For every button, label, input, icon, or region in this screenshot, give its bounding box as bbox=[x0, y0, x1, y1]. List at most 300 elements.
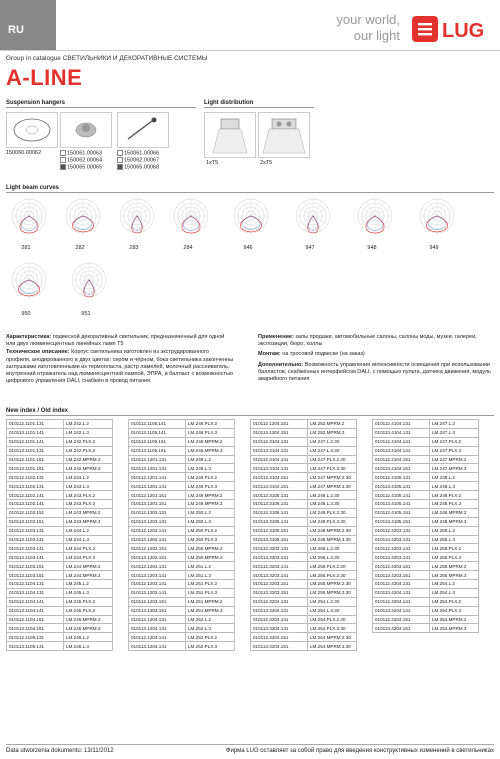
table-row bbox=[7, 624, 113, 633]
index-table-1 bbox=[6, 419, 113, 651]
old-index-cell: LM.254.PLX.3 bbox=[430, 606, 479, 615]
old-index-cell: LM.242.PLX.3 bbox=[64, 446, 113, 455]
new-index-cell: 010113.3105.151 bbox=[251, 535, 308, 544]
table-row bbox=[373, 606, 479, 615]
old-index-cell: LM.251.L.2 bbox=[186, 562, 235, 571]
beam-curve-label: 951 bbox=[81, 311, 91, 317]
old-index-cell: LM.244.MPRM.2 bbox=[64, 562, 113, 571]
old-index-cell: LM.242.MPRM.3 bbox=[64, 464, 113, 473]
technical-label: Техническое описание: bbox=[6, 349, 70, 356]
new-index-cell: 010113.4104.151 bbox=[373, 464, 430, 473]
new-index-cell: 010112.4204.131 bbox=[373, 580, 430, 589]
new-index-cell: 010113.3203.131 bbox=[251, 553, 308, 562]
table-row bbox=[251, 517, 357, 526]
table-row bbox=[129, 464, 235, 473]
table-row bbox=[251, 491, 357, 500]
old-index-cell: LM.247.MPRM.3.30 bbox=[308, 482, 357, 491]
old-index-cell: LM.251.PLX.3 bbox=[186, 588, 235, 597]
new-index-cell: 010113.1104.131 bbox=[7, 588, 64, 597]
table-row bbox=[373, 588, 479, 597]
new-index-cell: 010112.3105.141 bbox=[251, 508, 308, 517]
additional-label: Дополнительно: bbox=[258, 361, 304, 368]
polar-diagram-icon bbox=[11, 198, 52, 239]
beam-curve-label: 284 bbox=[183, 245, 193, 251]
new-index-cell: 010112.1103.131 bbox=[7, 526, 64, 535]
suspension-title: Suspension hangers bbox=[6, 100, 66, 106]
polar-diagram-icon bbox=[233, 198, 274, 239]
new-index-cell: 010113.1105.141 bbox=[129, 428, 186, 437]
old-index-cell: LM.245.PLX.2 bbox=[64, 597, 113, 606]
hanger-codes-1 bbox=[6, 150, 41, 157]
table-row bbox=[373, 420, 479, 429]
table-row bbox=[373, 553, 479, 562]
mounting-paragraph bbox=[258, 351, 494, 358]
new-index-cell: 010113.1202.131 bbox=[129, 517, 186, 526]
table-row bbox=[7, 473, 113, 482]
new-index-cell: 010112.3105.151 bbox=[251, 526, 308, 535]
slogan-line-2: our light bbox=[353, 28, 400, 43]
table-row bbox=[7, 580, 113, 589]
new-index-cell: 010112.1202.141 bbox=[129, 526, 186, 535]
old-index-cell: LM.246.PLX.3 bbox=[186, 428, 235, 437]
old-index-cell: LM.248.L.3 bbox=[430, 482, 479, 491]
old-index-cell: LM.249.PLX.3 bbox=[186, 482, 235, 491]
footer-divider bbox=[6, 744, 494, 745]
table-row bbox=[129, 597, 235, 606]
table-row bbox=[7, 615, 113, 624]
new-index-cell: 010112.1105.141 bbox=[129, 420, 186, 429]
old-index-cell: LM.251.L.3 bbox=[186, 571, 235, 580]
new-index-cell: 010112.1204.151 bbox=[251, 420, 308, 429]
new-index-cell: 010112.3203.151 bbox=[251, 580, 308, 589]
beam-curve-947 bbox=[290, 198, 336, 251]
table-row bbox=[373, 624, 479, 633]
old-index-cell: LM.247.PLX.2.30 bbox=[308, 455, 357, 464]
index-table-2 bbox=[128, 419, 235, 651]
table-row bbox=[251, 588, 357, 597]
old-index-cell: LM.248.PLX.3 bbox=[430, 500, 479, 509]
new-index-cell: 010112.4203.151 bbox=[373, 562, 430, 571]
new-index-cell: 010113.4104.131 bbox=[373, 428, 430, 437]
additional-paragraph bbox=[258, 362, 494, 384]
beam-curve-284 bbox=[168, 198, 214, 251]
new-index-cell: 010113.1202.151 bbox=[129, 553, 186, 562]
old-index-cell: LM.247.PLX.3 bbox=[430, 446, 479, 455]
hanger-code: 150062.00067 bbox=[124, 157, 160, 164]
new-index-cell: 010112.3203.131 bbox=[251, 544, 308, 553]
old-index-cell: LM.249.MPRM.2 bbox=[186, 491, 235, 500]
table-row bbox=[251, 553, 357, 562]
old-index-cell: LM.248.MPRM.3.30 bbox=[308, 535, 357, 544]
old-index-cell: LM.255.L.2.30 bbox=[308, 544, 357, 553]
table-row bbox=[251, 624, 357, 633]
new-index-cell: 010113.3105.141 bbox=[251, 517, 308, 526]
old-index-cell: LM.245.L.2 bbox=[64, 580, 113, 589]
document-date: Data utworzenia dokumentu: 13/11/2012 bbox=[6, 748, 114, 754]
index-divider bbox=[6, 415, 494, 416]
old-index-cell: LM.247.L.2 bbox=[430, 420, 479, 429]
table-row bbox=[7, 428, 113, 437]
new-index-cell: 010113.1103.131 bbox=[7, 535, 64, 544]
new-index-cell: 010113.4105.151 bbox=[373, 517, 430, 526]
old-index-cell: LM.245.MPRM.2 bbox=[64, 615, 113, 624]
new-index-cell: 010112.3104.151 bbox=[251, 473, 308, 482]
table-row bbox=[129, 526, 235, 535]
table-row bbox=[251, 428, 357, 437]
table-row bbox=[373, 615, 479, 624]
table-row bbox=[7, 491, 113, 500]
polar-diagram-icon bbox=[419, 198, 460, 239]
new-index-cell: 010113.3204.131 bbox=[251, 606, 308, 615]
old-index-cell: LM.248.MPRM.2.30 bbox=[308, 526, 357, 535]
old-index-cell: LM.255.L.3.30 bbox=[308, 553, 357, 562]
new-index-cell: 010112.3203.141 bbox=[251, 562, 308, 571]
additional-text: Возможность управления интенсивности освещения при использовании балластов, снабжённых интерфейсом DALI, с помощью пульта, датчика движения, модуль аварийного питания bbox=[258, 361, 492, 383]
new-index-cell: 010112.1203.141 bbox=[129, 580, 186, 589]
new-index-cell: 010113.1203.131 bbox=[129, 571, 186, 580]
beam-curve-label: 950 bbox=[21, 311, 31, 317]
beam-curve-946 bbox=[228, 198, 274, 251]
new-index-cell: 010113.1104.151 bbox=[7, 624, 64, 633]
mounting-label: Монтаж: bbox=[258, 351, 281, 358]
new-index-cell: 010112.4203.131 bbox=[373, 526, 430, 535]
new-index-cell: 010113.4105.131 bbox=[373, 482, 430, 491]
new-index-cell: 010112.4105.131 bbox=[373, 473, 430, 482]
new-index-cell: 010112.1204.131 bbox=[129, 615, 186, 624]
polar-diagram-icon bbox=[173, 198, 214, 239]
old-index-cell: LM.247.PLX.2 bbox=[430, 437, 479, 446]
table-row bbox=[7, 642, 113, 651]
new-index-cell: 010112.1102.131 bbox=[7, 473, 64, 482]
beam-divider bbox=[6, 192, 494, 193]
new-index-cell: 010112.1204.141 bbox=[129, 633, 186, 642]
table-row bbox=[7, 544, 113, 553]
old-index-cell: LM.255.PLX.3 bbox=[430, 553, 479, 562]
beam-curve-283 bbox=[114, 198, 160, 251]
language-badge bbox=[0, 0, 56, 50]
table-row bbox=[129, 571, 235, 580]
old-index-cell: LM.249.L.2 bbox=[186, 455, 235, 464]
new-index-cell: 010112.1201.151 bbox=[129, 491, 186, 500]
table-row bbox=[129, 455, 235, 464]
new-index-cell: 010112.3105.131 bbox=[251, 491, 308, 500]
checkbox-filled-icon bbox=[117, 164, 123, 170]
new-index-cell: 010113.1103.151 bbox=[7, 571, 64, 580]
slogan bbox=[336, 12, 400, 44]
new-index-cell: 010112.4104.151 bbox=[373, 455, 430, 464]
hanger-code: 150061.00066 bbox=[124, 150, 160, 157]
new-index-cell: 010112.1104.141 bbox=[7, 597, 64, 606]
new-index-cell: 010112.4104.141 bbox=[373, 437, 430, 446]
table-row bbox=[373, 517, 479, 526]
beam-title: Light beam curves bbox=[6, 185, 60, 191]
table-row bbox=[251, 642, 357, 651]
old-index-cell: LM.250.L.2 bbox=[186, 508, 235, 517]
new-index-cell: 010113.1105.131 bbox=[7, 642, 64, 651]
technical-paragraph bbox=[6, 349, 234, 385]
table-row bbox=[251, 535, 357, 544]
new-index-cell: 010112.1102.151 bbox=[7, 508, 64, 517]
description-right bbox=[258, 334, 494, 383]
new-index-cell: 010113.1201.151 bbox=[129, 500, 186, 509]
table-row bbox=[373, 500, 479, 509]
new-index-cell: 010112.3204.141 bbox=[251, 615, 308, 624]
checkbox-icon bbox=[60, 157, 66, 163]
old-index-cell: LM.255.MPRM.2 bbox=[430, 562, 479, 571]
old-index-cell: LM.248.L.2 bbox=[430, 473, 479, 482]
table-row bbox=[251, 633, 357, 642]
old-index-cell: LM.255.PLX.2.30 bbox=[308, 562, 357, 571]
new-index-cell: 010112.4105.141 bbox=[373, 491, 430, 500]
table-row bbox=[373, 597, 479, 606]
old-index-cell: LM.252.PLX.3 bbox=[186, 642, 235, 651]
old-index-cell: LM.251.MPRM.2 bbox=[186, 597, 235, 606]
old-index-cell: LM.244.L.3 bbox=[64, 535, 113, 544]
table-row bbox=[129, 428, 235, 437]
table-row bbox=[7, 464, 113, 473]
new-index-cell: 010113.1105.151 bbox=[129, 446, 186, 455]
new-index-cell: 010113.1102.141 bbox=[7, 500, 64, 509]
table-row bbox=[251, 473, 357, 482]
table-row bbox=[7, 571, 113, 580]
checkbox-icon bbox=[117, 157, 123, 163]
old-index-cell: LM.249.L.3 bbox=[186, 464, 235, 473]
new-index-cell: 010113.1102.131 bbox=[7, 482, 64, 491]
new-index-cell: 010112.1101.151 bbox=[7, 455, 64, 464]
table-row bbox=[251, 420, 357, 429]
old-index-cell: LM.243.MPRM.2 bbox=[64, 508, 113, 517]
old-index-cell: LM.243.MPRM.3 bbox=[64, 517, 113, 526]
table-row bbox=[251, 615, 357, 624]
table-row bbox=[129, 544, 235, 553]
new-index-cell: 010113.4204.131 bbox=[373, 588, 430, 597]
old-index-cell: LM.251.PLX.2 bbox=[186, 580, 235, 589]
old-index-cell: LM.252.L.2 bbox=[186, 615, 235, 624]
new-index-cell: 010113.1203.141 bbox=[129, 588, 186, 597]
old-index-cell: LM.254.MPRM.2.30 bbox=[308, 633, 357, 642]
table-row bbox=[129, 491, 235, 500]
old-index-cell: LM.250.PLX.3 bbox=[186, 535, 235, 544]
new-index-cell: 010112.1104.151 bbox=[7, 615, 64, 624]
new-index-cell: 010112.4204.141 bbox=[373, 597, 430, 606]
old-index-cell: LM.254.MPRM.3.30 bbox=[308, 642, 357, 651]
application-label: Применение: bbox=[258, 334, 294, 340]
language-label: RU bbox=[8, 24, 24, 36]
old-index-cell: LM.248.L.2.30 bbox=[308, 491, 357, 500]
new-index-cell: 010112.1103.141 bbox=[7, 544, 64, 553]
new-index-cell: 010113.4104.141 bbox=[373, 446, 430, 455]
mounting-text: на тросовой подвеске (на заказ) bbox=[280, 351, 365, 358]
lug-logo bbox=[412, 14, 494, 46]
new-index-cell: 010113.3204.141 bbox=[251, 624, 308, 633]
old-index-cell: LM.255.MPRM.2.30 bbox=[308, 580, 357, 589]
beam-curve-label: 947 bbox=[305, 245, 315, 251]
beam-curve-281 bbox=[6, 198, 52, 251]
technical-text: Корпус светильника изготовлен из экструдированного профиля, анодированного в двух цветах: сером и чёрном, бока светильника законченны заглушками изготовленными из термопласта, растр ламелей, молочный рассеиватель, внутренний отражатель над люминесцентной лампой, ЭПРА, и балласт с возможностью цифрового управления DALI, снабжён в провод питания. bbox=[6, 349, 234, 385]
table-row bbox=[251, 437, 357, 446]
table-row bbox=[129, 642, 235, 651]
old-index-cell: LM.242.L.2 bbox=[64, 420, 113, 429]
old-index-cell: LM.246.MPRM.3 bbox=[186, 446, 235, 455]
new-index-cell: 010113.4204.141 bbox=[373, 606, 430, 615]
old-index-cell: LM.255.L.2 bbox=[430, 526, 479, 535]
table-row bbox=[373, 446, 479, 455]
distribution-label-1: 1xT5 bbox=[206, 160, 219, 166]
polar-diagram-icon bbox=[295, 198, 336, 239]
table-row bbox=[7, 508, 113, 517]
table-row bbox=[251, 544, 357, 553]
table-row bbox=[373, 562, 479, 571]
table-row bbox=[251, 580, 357, 589]
table-row bbox=[129, 420, 235, 429]
header-divider bbox=[0, 50, 500, 51]
new-index-cell: 010112.4105.151 bbox=[373, 508, 430, 517]
old-index-cell: LM.245.MPRM.3 bbox=[64, 624, 113, 633]
new-index-cell: 010112.1201.131 bbox=[129, 455, 186, 464]
old-index-cell: LM.248.MPRM.3 bbox=[430, 517, 479, 526]
table-row bbox=[7, 597, 113, 606]
hanger-code: 150062.00064 bbox=[67, 157, 103, 164]
old-index-cell: LM.243.PLX.2 bbox=[64, 491, 113, 500]
table-row bbox=[7, 526, 113, 535]
old-index-cell: LM.250.PLX.2 bbox=[186, 526, 235, 535]
table-row bbox=[129, 508, 235, 517]
old-index-cell: LM.251.MPRM.3 bbox=[186, 606, 235, 615]
old-index-cell: LM.250.MPRM.3 bbox=[186, 553, 235, 562]
new-index-cell: 010113.1201.141 bbox=[129, 482, 186, 491]
table-row bbox=[251, 464, 357, 473]
suspension-divider bbox=[6, 107, 196, 108]
old-index-cell: LM.255.PLX.2 bbox=[430, 544, 479, 553]
new-index-cell: 010112.1202.151 bbox=[129, 544, 186, 553]
old-index-cell: LM.255.MPRM.3.30 bbox=[308, 588, 357, 597]
beam-curve-label: 281 bbox=[21, 245, 31, 251]
new-index-cell: 010113.4203.151 bbox=[373, 571, 430, 580]
table-row bbox=[251, 562, 357, 571]
hanger-codes-3 bbox=[117, 150, 159, 171]
old-index-cell: LM.248.PLX.3.30 bbox=[308, 517, 357, 526]
table-row bbox=[373, 535, 479, 544]
hanger-code: 150065.00065 bbox=[67, 164, 103, 171]
old-index-cell: LM.243.L.3 bbox=[64, 482, 113, 491]
hanger-image-1 bbox=[6, 112, 58, 148]
beam-curve-949 bbox=[414, 198, 460, 251]
table-row bbox=[251, 526, 357, 535]
old-index-cell: LM.245.L.3 bbox=[64, 588, 113, 597]
table-row bbox=[7, 482, 113, 491]
index-title: New index / Old index bbox=[6, 408, 69, 414]
beam-curve-label: 282 bbox=[75, 245, 85, 251]
product-title: A-LINE bbox=[6, 65, 83, 90]
table-row bbox=[251, 597, 357, 606]
old-index-cell: LM.255.MPRM.3 bbox=[430, 571, 479, 580]
disclaimer: Фирма LUG оставляет за собой право для введения конструктивных изменений в светильниках bbox=[225, 748, 494, 754]
table-row bbox=[373, 526, 479, 535]
table-row bbox=[251, 446, 357, 455]
new-index-cell: 010112.1202.131 bbox=[129, 508, 186, 517]
old-index-cell: LM.252.MPRM.2 bbox=[308, 420, 357, 429]
new-index-cell: 010112.1104.131 bbox=[7, 580, 64, 589]
old-index-cell: LM.249.MPRM.3 bbox=[186, 500, 235, 509]
characteristics-paragraph bbox=[6, 334, 234, 348]
distribution-image-2 bbox=[258, 112, 310, 158]
old-index-cell: LM.247.MPRM.2.30 bbox=[308, 473, 357, 482]
beam-curve-948 bbox=[352, 198, 398, 251]
old-index-cell: LM.254.MPRM.2 bbox=[430, 615, 479, 624]
table-row bbox=[373, 437, 479, 446]
table-row bbox=[373, 571, 479, 580]
new-index-cell: 010112.3204.151 bbox=[251, 633, 308, 642]
old-index-cell: LM.242.L.3 bbox=[64, 428, 113, 437]
old-index-cell: LM.243.PLX.3 bbox=[64, 500, 113, 509]
distribution-divider bbox=[204, 107, 314, 108]
new-index-cell: 010112.1101.141 bbox=[7, 437, 64, 446]
table-row bbox=[251, 508, 357, 517]
table-row bbox=[129, 482, 235, 491]
table-row bbox=[7, 562, 113, 571]
old-index-cell: LM.248.MPRM.2 bbox=[430, 508, 479, 517]
old-index-cell: LM.249.PLX.2 bbox=[186, 473, 235, 482]
old-index-cell: LM.247.MPRM.3 bbox=[430, 464, 479, 473]
table-row bbox=[251, 606, 357, 615]
table-row bbox=[7, 588, 113, 597]
old-index-cell: LM.243.L.2 bbox=[64, 473, 113, 482]
new-index-cell: 010112.1203.151 bbox=[129, 597, 186, 606]
hanger-code: 150065.00068 bbox=[124, 164, 160, 171]
new-index-cell: 010112.3204.131 bbox=[251, 597, 308, 606]
new-index-cell: 010113.1204.131 bbox=[129, 624, 186, 633]
characteristics-label: Характеристика: bbox=[6, 334, 52, 340]
old-index-cell: LM.248.PLX.2 bbox=[430, 491, 479, 500]
new-index-cell: 010113.3204.151 bbox=[251, 642, 308, 651]
slogan-line-1: your world, bbox=[336, 12, 400, 27]
table-row bbox=[129, 517, 235, 526]
new-index-cell: 010112.1105.151 bbox=[129, 437, 186, 446]
new-index-cell: 010112.1105.131 bbox=[7, 633, 64, 642]
new-index-cell: 010112.4204.151 bbox=[373, 615, 430, 624]
old-index-cell: LM.254.PLX.2.30 bbox=[308, 615, 357, 624]
new-index-cell: 010113.3203.151 bbox=[251, 588, 308, 597]
old-index-cell: LM.245.PLX.3 bbox=[64, 606, 113, 615]
table-row bbox=[129, 562, 235, 571]
new-index-cell: 010112.1103.151 bbox=[7, 562, 64, 571]
table-row bbox=[7, 535, 113, 544]
table-row bbox=[373, 428, 479, 437]
description-left bbox=[6, 334, 234, 385]
table-row bbox=[129, 500, 235, 509]
old-index-cell: LM.254.L.2.30 bbox=[308, 597, 357, 606]
new-index-cell: 010112.1102.141 bbox=[7, 491, 64, 500]
old-index-cell: LM.242.PLX.2 bbox=[64, 437, 113, 446]
table-row bbox=[251, 571, 357, 580]
old-index-cell: LM.246.L.2 bbox=[64, 633, 113, 642]
table-row bbox=[7, 517, 113, 526]
table-row bbox=[373, 580, 479, 589]
new-index-cell: 010113.3105.131 bbox=[251, 500, 308, 509]
new-index-cell: 010112.3104.131 bbox=[251, 437, 308, 446]
new-index-cell: 010112.1101.131 bbox=[7, 420, 64, 429]
table-row bbox=[251, 455, 357, 464]
table-row bbox=[129, 580, 235, 589]
table-row bbox=[373, 544, 479, 553]
distribution-label-2: 2xT5 bbox=[260, 160, 273, 166]
new-index-cell: 010113.1201.131 bbox=[129, 464, 186, 473]
old-index-cell: LM.247.L.3.30 bbox=[308, 446, 357, 455]
table-row bbox=[7, 500, 113, 509]
hanger-image-3 bbox=[117, 112, 169, 148]
table-row bbox=[129, 473, 235, 482]
old-index-cell: LM.250.L.3 bbox=[186, 517, 235, 526]
